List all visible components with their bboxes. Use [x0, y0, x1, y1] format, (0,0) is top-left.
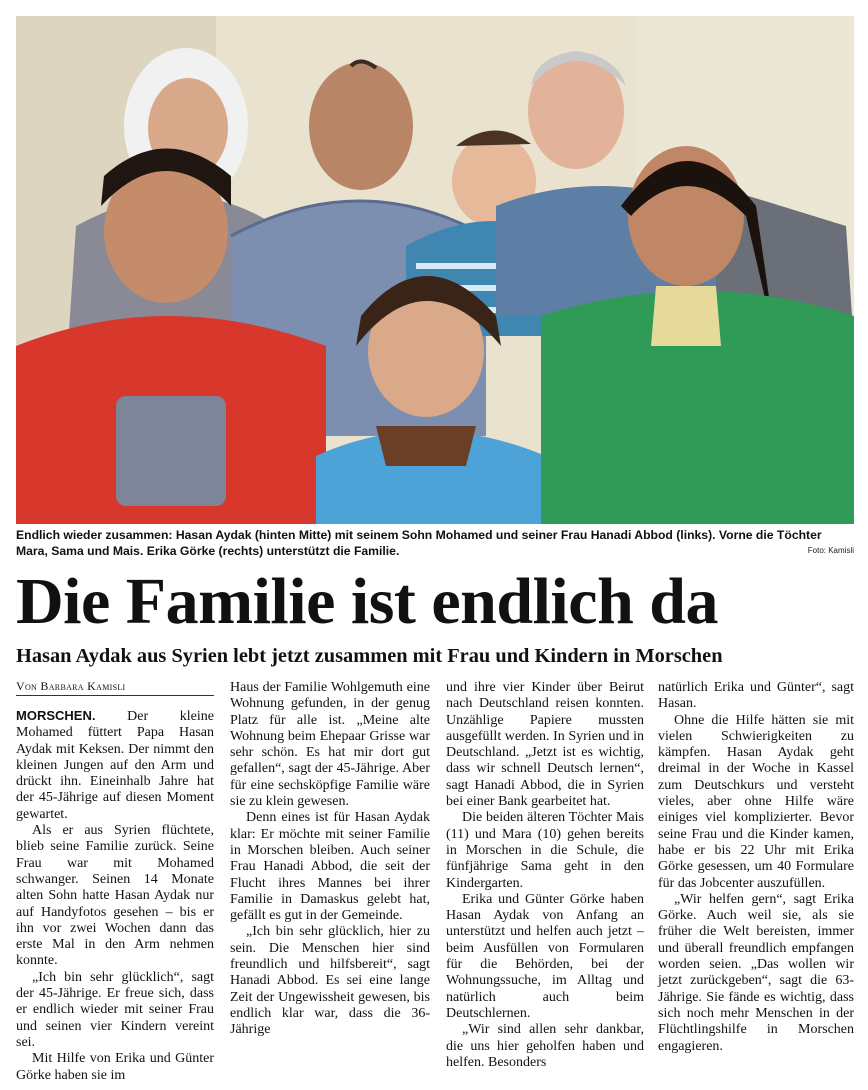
photo-caption: Endlich wieder zusammen: Hasan Aydak (hinten Mitte) mit seinem Sohn Mohamed und seiner Frau Hanadi Abbod (links). Vorne die Töchter Mara, Sama und Mais. Erika Görke (rechts) unterstützt die Familie. — [16, 528, 822, 558]
article-column-4 — [658, 680, 854, 1055]
column-1-paragraph-4: Mit Hilfe von Erika und Günter Görke haben sie im — [16, 1051, 214, 1083]
article-column-3 — [446, 680, 644, 1071]
family-photo — [16, 16, 854, 524]
byline: Von Barbara Kamisli — [16, 679, 126, 693]
photo-credit: Foto: Kamisli — [807, 546, 854, 555]
dateline: MORSCHEN. — [16, 708, 96, 723]
column-3-paragraph-4: „Wir sind allen sehr dankbar, die uns hier geholfen haben und helfen. Besonders — [446, 1022, 644, 1070]
column-1-paragraph-2: Als er aus Syrien flüchtete, blieb seine Familie zurück. Seine Frau war mit Mohamed schwanger. Seinen 14 Monate alten Sohn hatte Hasan Aydak nur auf Handyfotos gesehen – bis er ihn vor zwei Wochen dann das erste Mal in den Arm nehmen konnte. — [16, 823, 214, 969]
byline-rule — [16, 695, 214, 696]
headline: Die Familie ist endlich da — [16, 565, 718, 638]
column-3-paragraph-1: und ihre vier Kinder über Beirut nach Deutschland reisen konnten. Unzählige Papiere mussten ausgefüllt werden. In Syrien und in Deutschland. „Jetzt ist es wichtig, dass wir schnell Deutsch lernen“, sagt Hanadi Abbod, die in Syrien bei einer Bank gearbeitet hat. — [446, 680, 644, 810]
column-2-paragraph-2: Denn eines ist für Hasan Aydak klar: Er möchte mit seiner Familie in Morschen bleiben. Auch seiner Frau Hanadi Abbod, die seit der Flucht ihres Mannes bei ihrer Familie in Damaskus gelebt hat, gefällt es gut in der Gemeinde. — [230, 810, 430, 924]
article-column-1 — [16, 708, 214, 1084]
column-1-paragraph-3: „Ich bin sehr glücklich“, sagt der 45-Jährige. Er freue sich, dass er endlich wieder mit seiner Frau und seinen vier Kindern vereint sei. — [16, 969, 214, 1050]
column-3-paragraph-2: Die beiden älteren Töchter Mais (11) und Mara (10) gehen bereits in Morschen in die Schule, die fünfjährige Sama geht in den Kindergarten. — [446, 810, 644, 891]
column-1-paragraph-1-text: Der kleine Mohamed füttert Papa Hasan Aydak mit Keksen. Der nimmt den kleinen Jungen auf den Arm und drückt ihn. Eineinhalb Jahre hat der 45-Jährige auf diesen Moment gewartet. — [16, 709, 214, 822]
subheadline: Hasan Aydak aus Syrien lebt jetzt zusammen mit Frau und Kindern in Morschen — [16, 645, 723, 667]
column-3-paragraph-3: Erika und Günter Görke haben Hasan Aydak von Anfang an unterstützt und helfen auch jetzt – beim Ausfüllen von Formularen für die Behörden, bei der Wohnungssuche, im Alltag und natürlich auch beim Deutschlernen. — [446, 891, 644, 1021]
column-2-paragraph-3: „Ich bin sehr glücklich, hier zu sein. Die Menschen hier sind freundlich und hilfsbereit“, sagt Hanadi Abbod. Es sei eine lange Zeit der Ungewissheit gewesen, bis endlich klar war, dass die 36-Jährige — [230, 924, 430, 1038]
article-column-2 — [230, 680, 430, 1039]
column-4-paragraph-1: natürlich Erika und Günter“, sagt Hasan. — [658, 680, 854, 712]
column-4-paragraph-3: „Wir helfen gern“, sagt Erika Görke. Auch weil sie, als sie früher die Welt bereisten, immer und überall freundlich empfangen worden seien. „Das wollen wir jetzt zurückgeben“, sagt die 63-Jährige. Sie fände es wichtig, dass sich noch mehr Menschen in der Flüchtlingshilfe in Morschen engagieren. — [658, 891, 854, 1054]
column-1-paragraph-1 — [16, 708, 214, 823]
column-4-paragraph-2: Ohne die Hilfe hätten sie mit vielen Schwierigkeiten zu kämpfen. Hasan Aydak geht dreimal in der Woche in Kassel zum Deutschkurs und versteht vieles, aber ohne Hilfe wäre einiges viel komplizierter. Bevor seine Frau und die Kinder kamen, habe er bis 22 Uhr mit Erika Görke gesessen, um 40 Formulare für das Jobcenter auszufüllen. — [658, 712, 854, 891]
family-photo-illustration — [16, 16, 854, 524]
column-2-paragraph-1: Haus der Familie Wohlgemuth eine Wohnung gefunden, in der genug Platz für alle ist. „Meine alte Wohnung beim Ehepaar Grisse war sehr schön. Es hat mir dort gut gefallen“, sagt der 45-Jährige. Aber für eine sechsköpfige Familie wäre sie zu klein gewesen. — [230, 680, 430, 810]
